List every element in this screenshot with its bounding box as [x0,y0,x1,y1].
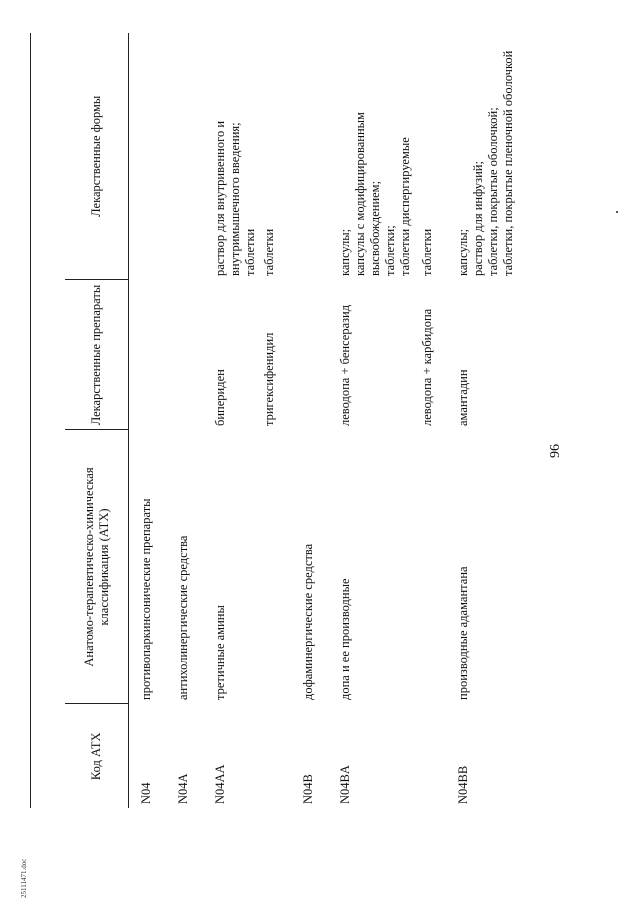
dosage-forms [334,33,416,280]
atc-code: N04 [139,782,153,804]
table-row [172,33,209,808]
atc-code: N04BA [338,765,352,804]
preparation: бипериден [213,369,227,426]
dosage-form-line: капсулы с модифицированным [353,112,367,276]
table-header-row [65,33,129,808]
atc-code [258,704,297,808]
page-number: 96 [548,444,563,458]
dosage-forms [416,33,452,280]
atc-classification [416,430,452,704]
dosage-form-line: таблетки, покрытые оболочкой; [486,107,500,276]
table-row [209,33,258,808]
header-code: Код АТХ [65,704,129,808]
atc-classification: антихолинергические средства [176,535,190,700]
table-top-rule [30,33,31,808]
header-classification: Анатомо-терапевтическо-химическая классификация (АТХ) [65,430,129,704]
atc-code: N04A [176,773,190,804]
atc-classification: противопаркинсонические препараты [139,498,153,700]
dosage-form-line: раствор для внутривенного и [213,120,227,276]
dosage-form-line: таблетки, покрытые пленочной оболочкой [501,50,515,276]
atc-classification: допа и ее производные [338,578,352,700]
atc-code: N04B [301,774,315,804]
dosage-form-line: таблетки [420,228,434,276]
table-row [297,33,334,808]
dosage-forms [258,33,297,280]
atc-classification: дофаминергические средства [301,543,315,700]
atc-code [416,704,452,808]
table-row [334,33,416,808]
atc-code: N04BB [456,765,470,804]
scan-speck [616,211,618,213]
dosage-form-line: таблетки [262,228,276,276]
table-row [452,33,526,808]
table-row [258,33,297,808]
dosage-forms [129,33,173,280]
preparation: леводопа + бенсеразид [338,304,352,426]
dosage-forms [297,33,334,280]
dosage-form-line: таблетки [243,228,257,276]
dosage-forms [209,33,258,280]
dosage-form-line: капсулы; [338,228,352,276]
dosage-form-line: внутримышечного введения; [228,122,242,276]
dosage-form-line: раствор для инфузий; [471,161,485,276]
preparation: леводопа + карбидопа [420,308,434,426]
atc-classification [258,430,297,704]
atc-classification: третичные амины [213,605,227,700]
dosage-form-line: таблетки диспергируемые [398,137,412,276]
header-preparations: Лекарственные препараты [65,280,129,430]
header-forms: Лекарственные формы [65,33,129,280]
atc-code: N04AA [213,764,227,804]
preparation [129,280,173,430]
preparation: амантадин [456,369,470,426]
table-row [416,33,452,808]
table-row [129,33,173,808]
preparation [297,280,334,430]
preparation: тригексифенидил [262,332,276,426]
preparation [172,280,209,430]
atc-classification: производные адамантана [456,566,470,700]
footer-file-code: 25111471.doc [20,858,28,898]
dosage-form-line: таблетки; [383,225,397,276]
dosage-form-line: высвобождением; [368,180,382,276]
dosage-form-line: капсулы; [456,228,470,276]
atc-table [65,33,526,808]
dosage-forms [452,33,526,280]
dosage-forms [172,33,209,280]
